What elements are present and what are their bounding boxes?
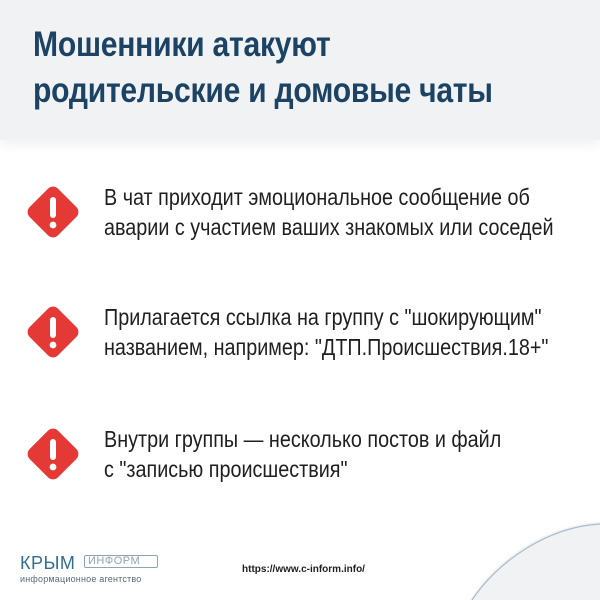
header-banner xyxy=(0,0,600,140)
item-text-line: В чат приходит эмоциональное сообщение об xyxy=(104,184,530,210)
logo-sub-box xyxy=(84,555,158,568)
title-line-2: родительские и домовые чаты xyxy=(33,71,493,110)
page-title xyxy=(33,22,493,114)
logo-sub-text: ИНФОРМ xyxy=(88,555,141,567)
logo-main-text: КРЫМ xyxy=(20,553,76,573)
warning-exclamation-icon xyxy=(23,182,83,242)
item-text-line: с "записью происшествия" xyxy=(104,456,348,482)
title-line-1: Мошенники атакуют xyxy=(33,25,331,64)
item-text xyxy=(104,182,554,242)
item-text xyxy=(104,424,501,484)
warning-exclamation-icon xyxy=(23,424,83,484)
warning-exclamation-icon xyxy=(23,302,83,362)
item-text-line: аварии с участием ваших знакомых или соседей xyxy=(104,214,554,240)
item-text-line: Внутри группы — несколько постов и файл xyxy=(104,426,502,452)
decorative-curve xyxy=(470,500,600,600)
logo-tagline: информационное агентство xyxy=(20,574,142,584)
crym-inform-logo xyxy=(20,553,160,587)
item-text xyxy=(104,302,548,362)
item-text-line: названием, например: "ДТП.Происшествия.18+" xyxy=(104,334,549,360)
item-text-line: Прилагается ссылка на группу с "шокирующим" xyxy=(104,304,542,330)
website-url: https://www.c-inform.info/ xyxy=(242,564,365,575)
